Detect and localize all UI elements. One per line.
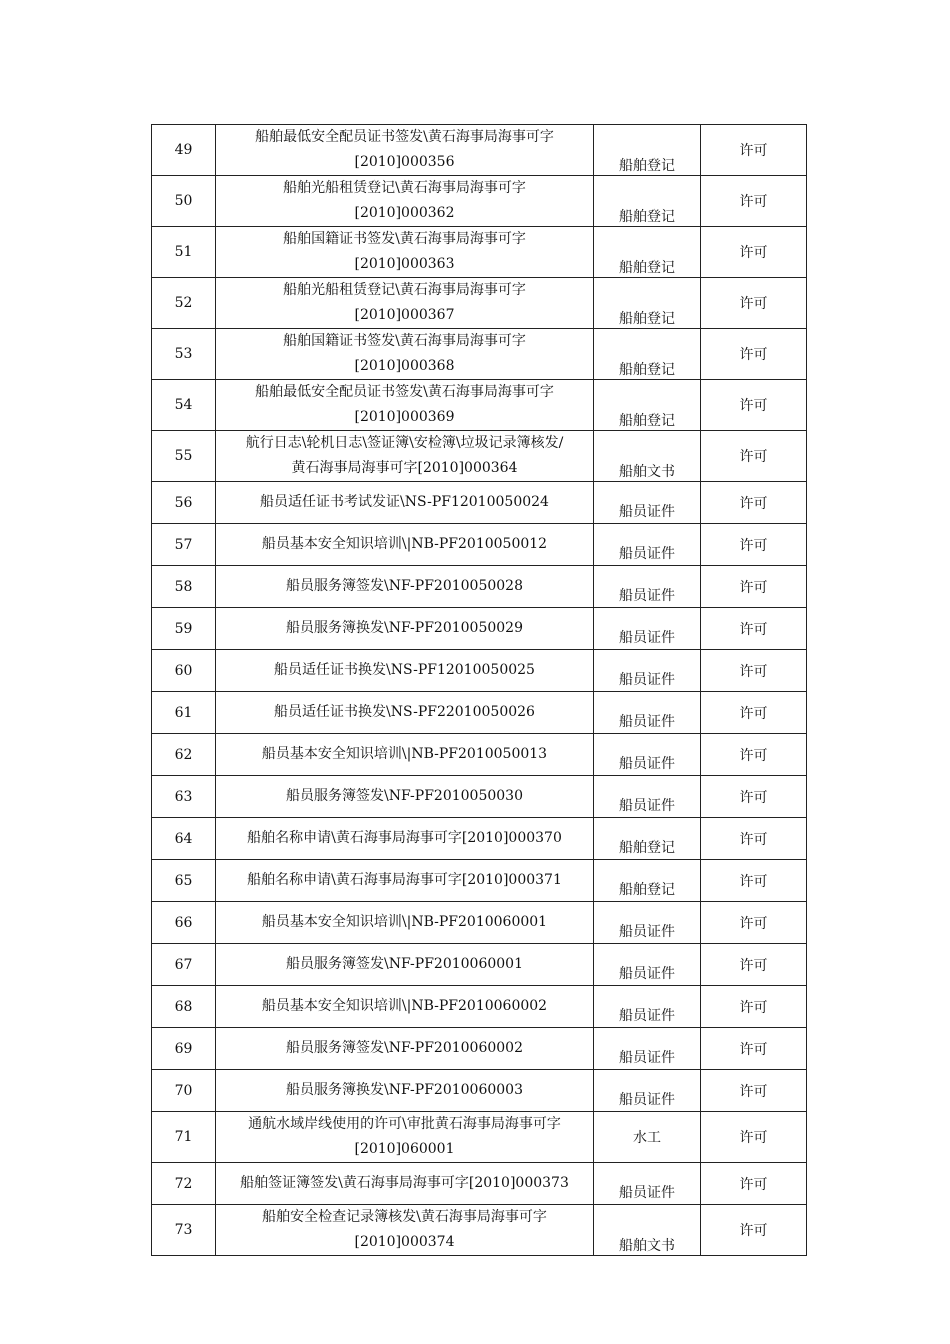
item-name-cell xyxy=(216,1112,594,1163)
item-name-line: 船员基本安全知识培训\|NB-PF2010050013 xyxy=(261,746,548,762)
type-cell: 许可 xyxy=(701,176,807,227)
item-name-cell xyxy=(216,1070,594,1112)
category-cell: 船员证件 xyxy=(594,902,701,944)
category-cell: 船舶文书 xyxy=(594,431,701,482)
category-cell: 船员证件 xyxy=(594,482,701,524)
type-cell: 许可 xyxy=(701,482,807,524)
item-name-line: [2010]060001 xyxy=(354,1141,455,1157)
type-cell: 许可 xyxy=(701,902,807,944)
item-name-cell xyxy=(216,818,594,860)
category-cell: 船舶登记 xyxy=(594,278,701,329)
row-number: 65 xyxy=(152,860,216,902)
item-name-cell xyxy=(216,1205,594,1256)
category-cell: 船员证件 xyxy=(594,776,701,818)
category-cell: 船员证件 xyxy=(594,1070,701,1112)
item-name-line: [2010]000369 xyxy=(354,409,455,425)
row-number: 62 xyxy=(152,734,216,776)
type-cell: 许可 xyxy=(701,1028,807,1070)
row-number: 60 xyxy=(152,650,216,692)
category-cell: 船员证件 xyxy=(594,1028,701,1070)
item-name-line: 航行日志\轮机日志\签证簿\安检簿\垃圾记录簿核发/ xyxy=(245,435,564,451)
type-cell: 许可 xyxy=(701,329,807,380)
item-name-cell xyxy=(216,1028,594,1070)
type-cell: 许可 xyxy=(701,227,807,278)
type-cell: 许可 xyxy=(701,431,807,482)
item-name-line: [2010]000363 xyxy=(354,256,455,272)
item-name-cell xyxy=(216,734,594,776)
table-row xyxy=(152,1028,807,1070)
item-name-line: 船舶国籍证书签发\黄石海事局海事可字 xyxy=(283,333,526,349)
row-number: 58 xyxy=(152,566,216,608)
table-row xyxy=(152,176,807,227)
table-row xyxy=(152,1163,807,1205)
category-cell: 船舶登记 xyxy=(594,818,701,860)
table-row xyxy=(152,1112,807,1163)
type-cell: 许可 xyxy=(701,566,807,608)
type-cell: 许可 xyxy=(701,1070,807,1112)
row-number: 66 xyxy=(152,902,216,944)
type-cell: 许可 xyxy=(701,1205,807,1256)
table-row xyxy=(152,986,807,1028)
type-cell: 许可 xyxy=(701,944,807,986)
table-row xyxy=(152,227,807,278)
type-cell: 许可 xyxy=(701,278,807,329)
table-row xyxy=(152,1070,807,1112)
item-name-line: 船员服务簿换发\NF-PF2010060003 xyxy=(286,1082,523,1098)
table-row xyxy=(152,329,807,380)
item-name-line: [2010]000367 xyxy=(354,307,455,323)
table-row xyxy=(152,380,807,431)
table-row xyxy=(152,734,807,776)
table-row xyxy=(152,944,807,986)
row-number: 61 xyxy=(152,692,216,734)
row-number: 50 xyxy=(152,176,216,227)
item-name-line: 船员服务簿签发\NF-PF2010050030 xyxy=(286,788,523,804)
item-name-cell xyxy=(216,860,594,902)
type-cell: 许可 xyxy=(701,1163,807,1205)
table-row xyxy=(152,431,807,482)
item-name-cell xyxy=(216,608,594,650)
item-name-line: 船舶光船租赁登记\黄石海事局海事可字 xyxy=(283,282,526,298)
item-name-line: 船舶最低安全配员证书签发\黄石海事局海事可字 xyxy=(255,384,554,400)
item-name-cell xyxy=(216,380,594,431)
row-number: 54 xyxy=(152,380,216,431)
item-name-cell xyxy=(216,278,594,329)
row-number: 57 xyxy=(152,524,216,566)
category-cell: 水工 xyxy=(594,1112,701,1163)
category-cell: 船员证件 xyxy=(594,524,701,566)
type-cell: 许可 xyxy=(701,818,807,860)
item-name-cell xyxy=(216,176,594,227)
table-row xyxy=(152,278,807,329)
type-cell: 许可 xyxy=(701,692,807,734)
item-name-cell xyxy=(216,482,594,524)
item-name-line: 船员服务簿换发\NF-PF2010050029 xyxy=(286,620,523,636)
category-cell: 船员证件 xyxy=(594,566,701,608)
type-cell: 许可 xyxy=(701,650,807,692)
item-name-line: [2010]000362 xyxy=(354,205,455,221)
category-cell: 船舶登记 xyxy=(594,227,701,278)
item-name-line: 船员适任证书换发\NS-PF22010050026 xyxy=(274,704,535,720)
item-name-line: 船舶名称申请\黄石海事局海事可字[2010]000371 xyxy=(247,872,562,888)
row-number: 68 xyxy=(152,986,216,1028)
item-name-line: 船员适任证书考试发证\NS-PF12010050024 xyxy=(260,494,549,510)
row-number: 53 xyxy=(152,329,216,380)
table-row xyxy=(152,860,807,902)
type-cell: 许可 xyxy=(701,986,807,1028)
item-name-cell xyxy=(216,944,594,986)
item-name-line: [2010]000374 xyxy=(354,1234,455,1250)
item-name-line: 船员适任证书换发\NS-PF12010050025 xyxy=(274,662,535,678)
category-cell: 船舶登记 xyxy=(594,176,701,227)
item-name-cell xyxy=(216,524,594,566)
item-name-cell xyxy=(216,329,594,380)
item-name-line: 船舶国籍证书签发\黄石海事局海事可字 xyxy=(283,231,526,247)
item-name-cell xyxy=(216,692,594,734)
row-number: 55 xyxy=(152,431,216,482)
item-name-line: 黄石海事局海事可字[2010]000364 xyxy=(291,460,518,476)
item-name-line: 船员基本安全知识培训\|NB-PF2010050012 xyxy=(261,536,548,552)
type-cell: 许可 xyxy=(701,380,807,431)
category-cell: 船员证件 xyxy=(594,986,701,1028)
row-number: 63 xyxy=(152,776,216,818)
row-number: 70 xyxy=(152,1070,216,1112)
row-number: 73 xyxy=(152,1205,216,1256)
item-name-line: 通航水域岸线使用的许可\审批黄石海事局海事可字 xyxy=(248,1116,561,1132)
type-cell: 许可 xyxy=(701,776,807,818)
category-cell: 船舶登记 xyxy=(594,125,701,176)
item-name-cell xyxy=(216,431,594,482)
category-cell: 船员证件 xyxy=(594,944,701,986)
item-name-line: 船员服务簿签发\NF-PF2010060001 xyxy=(286,956,523,972)
type-cell: 许可 xyxy=(701,1112,807,1163)
category-cell: 船舶登记 xyxy=(594,329,701,380)
item-name-line: 船员服务簿签发\NF-PF2010050028 xyxy=(286,578,523,594)
item-name-line: 船员基本安全知识培训\|NB-PF2010060001 xyxy=(261,914,548,930)
category-cell: 船员证件 xyxy=(594,608,701,650)
type-cell: 许可 xyxy=(701,860,807,902)
item-name-cell xyxy=(216,986,594,1028)
table-row xyxy=(152,524,807,566)
category-cell: 船员证件 xyxy=(594,650,701,692)
type-cell: 许可 xyxy=(701,608,807,650)
table-row xyxy=(152,566,807,608)
table-body xyxy=(152,125,807,1256)
row-number: 69 xyxy=(152,1028,216,1070)
category-cell: 船舶登记 xyxy=(594,860,701,902)
item-name-line: 船舶光船租赁登记\黄石海事局海事可字 xyxy=(283,180,526,196)
row-number: 59 xyxy=(152,608,216,650)
table-row xyxy=(152,608,807,650)
item-name-line: [2010]000368 xyxy=(354,358,455,374)
row-number: 51 xyxy=(152,227,216,278)
item-name-line: 船舶签证簿签发\黄石海事局海事可字[2010]000373 xyxy=(240,1175,569,1191)
type-cell: 许可 xyxy=(701,125,807,176)
item-name-line: 船舶最低安全配员证书签发\黄石海事局海事可字 xyxy=(255,129,554,145)
item-name-cell xyxy=(216,227,594,278)
type-cell: 许可 xyxy=(701,734,807,776)
item-name-line: 船员基本安全知识培训\|NB-PF2010060002 xyxy=(261,998,548,1014)
row-number: 67 xyxy=(152,944,216,986)
category-cell: 船员证件 xyxy=(594,734,701,776)
row-number: 71 xyxy=(152,1112,216,1163)
item-name-line: 船舶安全检查记录簿核发\黄石海事局海事可字 xyxy=(262,1209,547,1225)
row-number: 72 xyxy=(152,1163,216,1205)
document-table xyxy=(151,124,807,1256)
item-name-line: 船舶名称申请\黄石海事局海事可字[2010]000370 xyxy=(247,830,562,846)
category-cell: 船舶文书 xyxy=(594,1205,701,1256)
row-number: 64 xyxy=(152,818,216,860)
item-name-cell xyxy=(216,902,594,944)
table-row xyxy=(152,482,807,524)
table-row xyxy=(152,776,807,818)
category-cell: 船员证件 xyxy=(594,1163,701,1205)
table-row xyxy=(152,902,807,944)
item-name-cell xyxy=(216,125,594,176)
type-cell: 许可 xyxy=(701,524,807,566)
item-name-cell xyxy=(216,650,594,692)
row-number: 56 xyxy=(152,482,216,524)
row-number: 49 xyxy=(152,125,216,176)
table-row xyxy=(152,692,807,734)
table-row xyxy=(152,650,807,692)
item-name-line: [2010]000356 xyxy=(354,154,455,170)
item-name-cell xyxy=(216,776,594,818)
item-name-cell xyxy=(216,1163,594,1205)
table-row xyxy=(152,1205,807,1256)
table-row xyxy=(152,125,807,176)
item-name-cell xyxy=(216,566,594,608)
table-row xyxy=(152,818,807,860)
category-cell: 船员证件 xyxy=(594,692,701,734)
row-number: 52 xyxy=(152,278,216,329)
category-cell: 船舶登记 xyxy=(594,380,701,431)
item-name-line: 船员服务簿签发\NF-PF2010060002 xyxy=(286,1040,523,1056)
